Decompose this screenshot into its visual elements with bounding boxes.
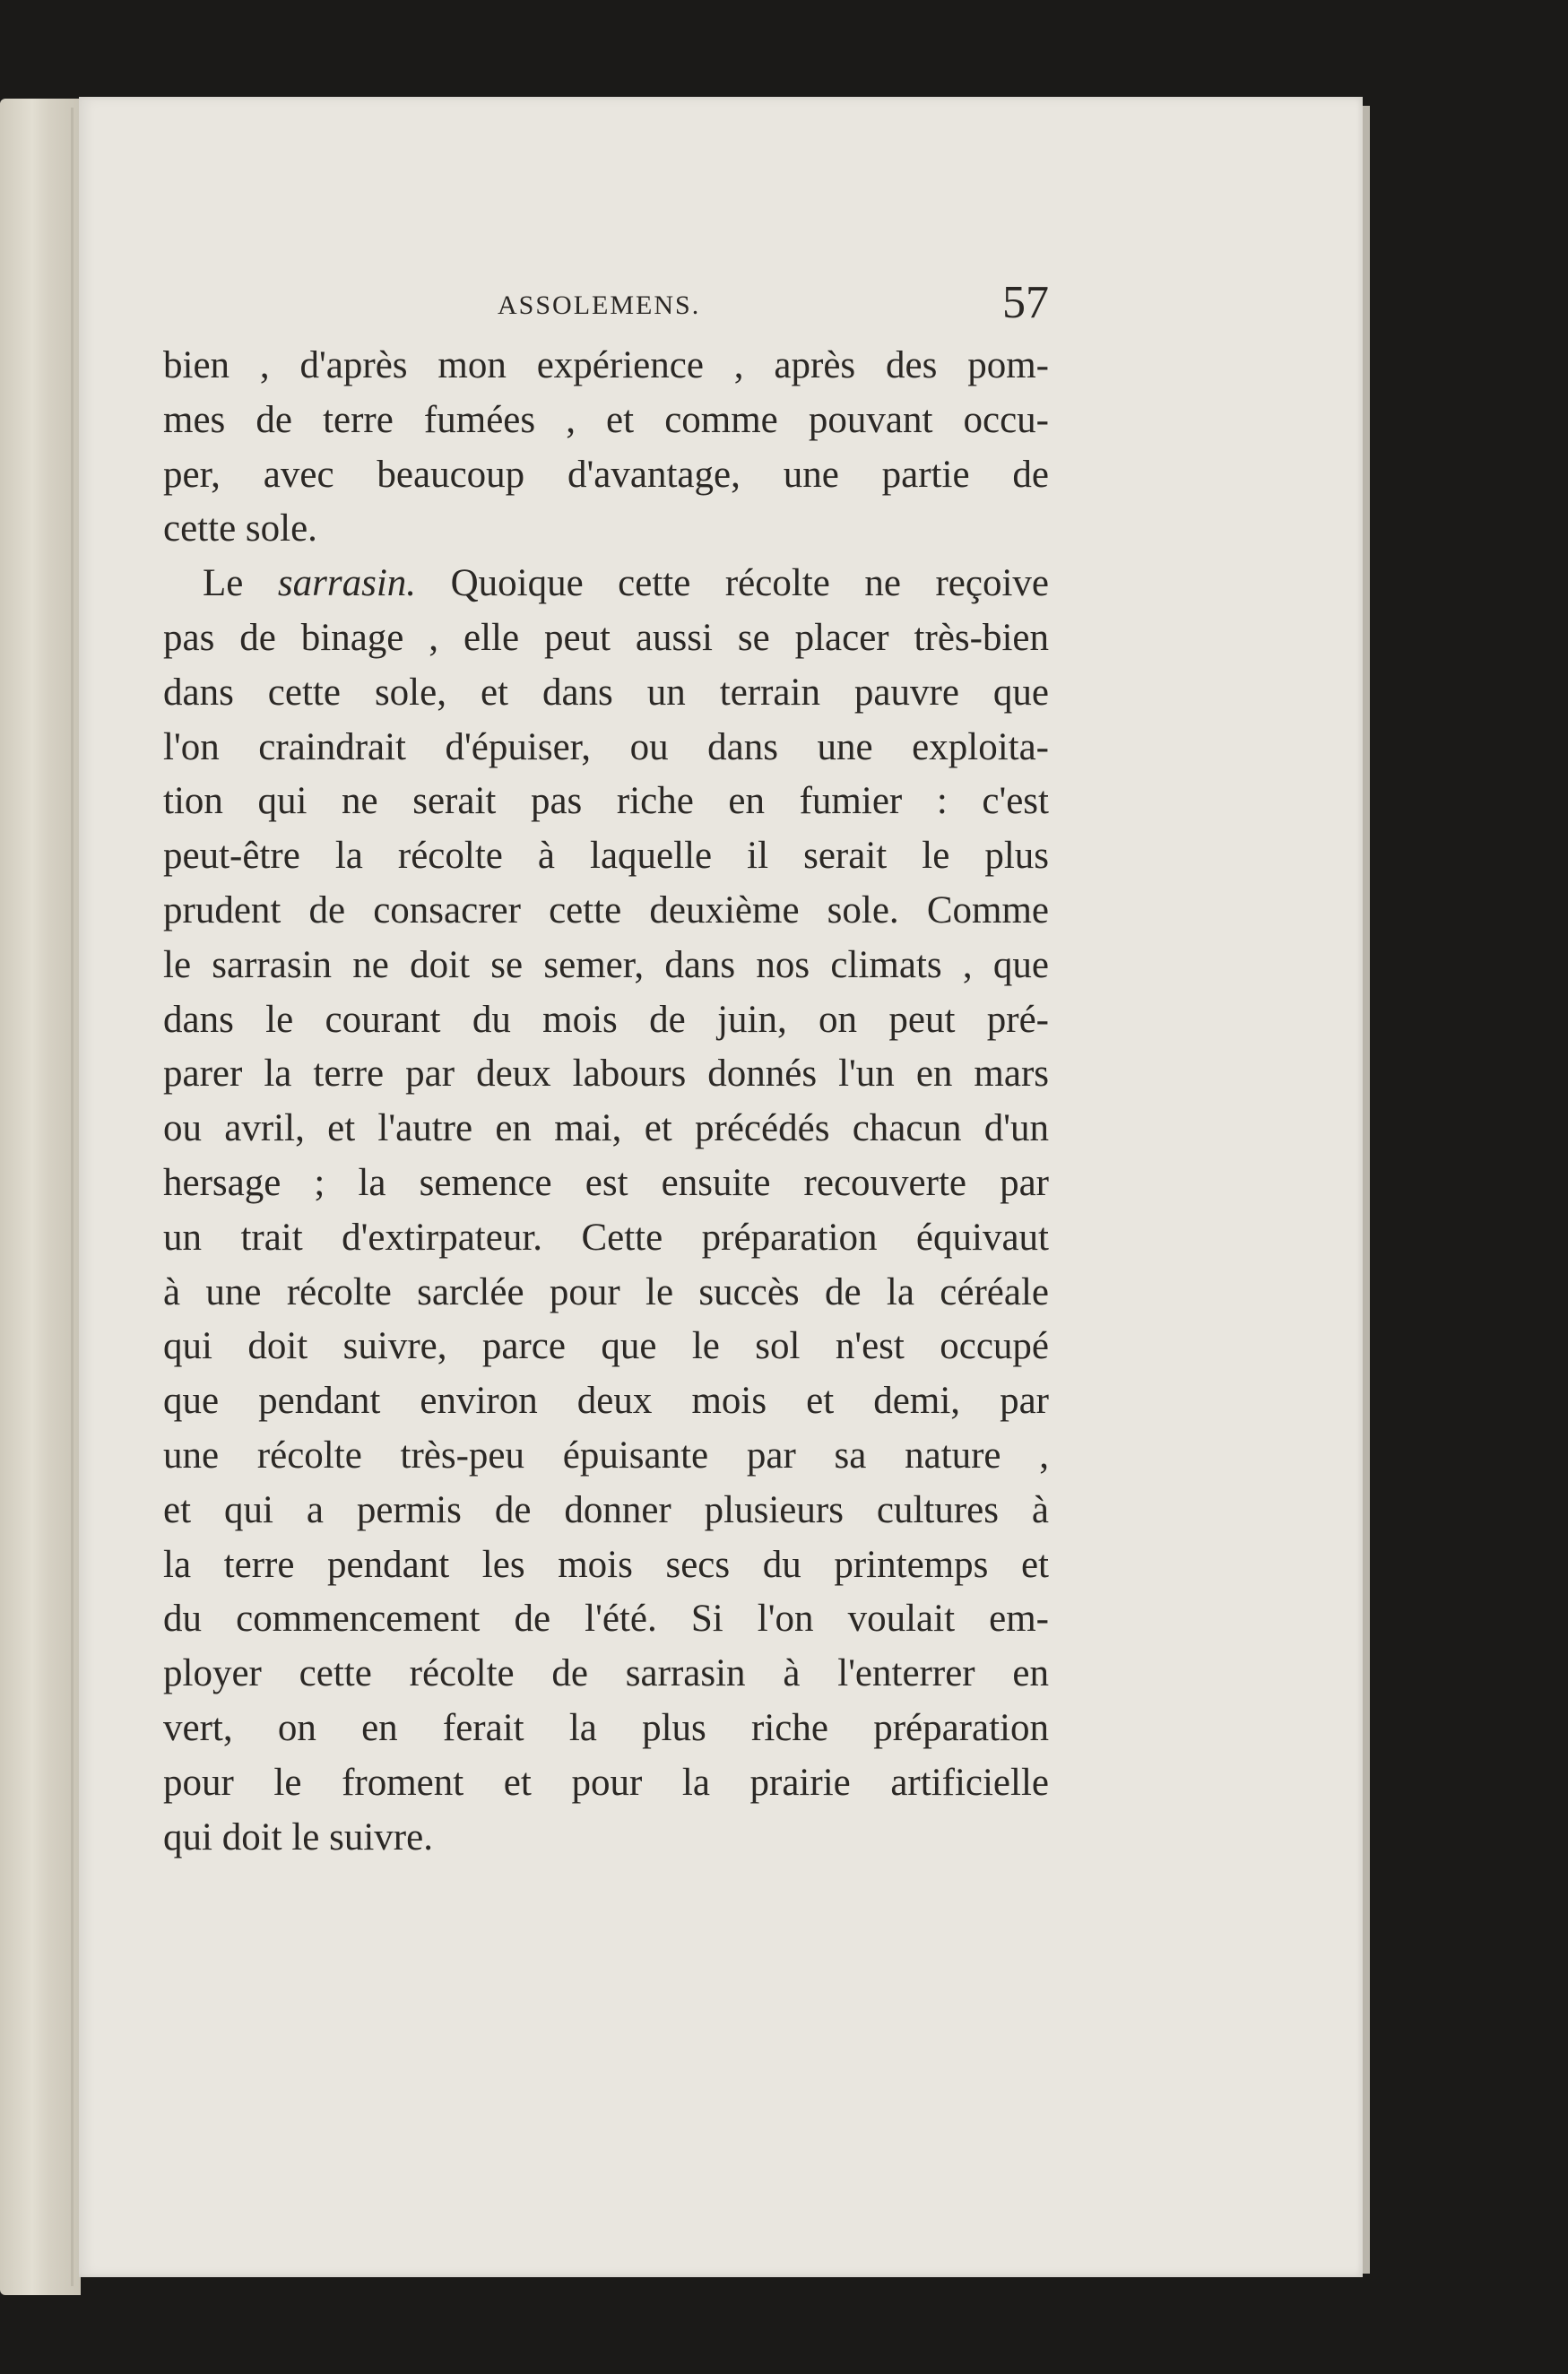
text-line: une récolte très-peu épuisante par sa nature , xyxy=(163,1434,1049,1477)
text-line: mes de terre fumées , et comme pouvant occu- xyxy=(163,398,1049,441)
text-line: per, avec beaucoup d'avantage, une partie de xyxy=(163,453,1049,496)
text-line: ployer cette récolte de sarrasin à l'enterrer en xyxy=(163,1652,1049,1695)
text-line: pas de binage , elle peut aussi se placer très-bien xyxy=(163,616,1049,659)
text-line: bien , d'après mon expérience , après des pom- xyxy=(163,344,1049,386)
page-right-edge xyxy=(1363,106,1370,2274)
text-line: parer la terre par deux labours donnés l'un en mars xyxy=(163,1053,1049,1096)
text-line: à une récolte sarclée pour le succès de la céréale xyxy=(163,1270,1049,1313)
running-title: ASSOLEMENS. xyxy=(498,290,701,320)
lead-rest: Quoique cette récolte ne reçoive xyxy=(416,562,1049,605)
text-line: du commencement de l'été. Si l'on voulait em- xyxy=(163,1598,1049,1641)
text-line: un trait d'extirpateur. Cette préparation équivaut xyxy=(163,1216,1049,1259)
text-line: peut-être la récolte à laquelle il serait le plus xyxy=(163,835,1049,878)
text-line: qui doit le suivre. xyxy=(163,1815,433,1858)
page-number: 57 xyxy=(1002,277,1049,328)
text-line: dans le courant du mois de juin, on peut pré- xyxy=(163,998,1049,1041)
text-line: ou avril, et l'autre en mai, et précédés chacun d'un xyxy=(163,1107,1049,1150)
text-line: qui doit suivre, parce que le sol n'est occupé xyxy=(163,1325,1049,1368)
text-line: prudent de consacrer cette deuxième sole. Comme xyxy=(163,888,1049,931)
text-line: que pendant environ deux mois et demi, par xyxy=(163,1380,1049,1423)
book-page-stack-edge xyxy=(0,99,81,2295)
text-line: tion qui ne serait pas riche en fumier : c'est xyxy=(163,780,1049,823)
text-line: le sarrasin ne doit se semer, dans nos climats , que xyxy=(163,943,1049,986)
text-line: dans cette sole, et dans un terrain pauvre que xyxy=(163,671,1049,714)
text-line: pour le froment et pour la prairie artificielle xyxy=(163,1761,1049,1804)
text-line: hersage ; la semence est ensuite recouverte par xyxy=(163,1161,1049,1204)
lead-italic-term: sarrasin. xyxy=(277,562,417,605)
text-line: vert, on en ferait la plus riche préparation xyxy=(163,1706,1049,1749)
paragraph-lead-line xyxy=(163,557,1049,611)
text-line: cette sole. xyxy=(163,507,317,550)
body-text xyxy=(163,339,1049,1865)
lead-plain: Le xyxy=(203,562,278,605)
page-header xyxy=(498,278,1058,341)
text-line: et qui a permis de donner plusieurs cultures à xyxy=(163,1488,1049,1531)
text-line: l'on craindrait d'épuiser, ou dans une exploita- xyxy=(163,725,1049,768)
text-line: la terre pendant les mois secs du printemps et xyxy=(163,1543,1049,1586)
